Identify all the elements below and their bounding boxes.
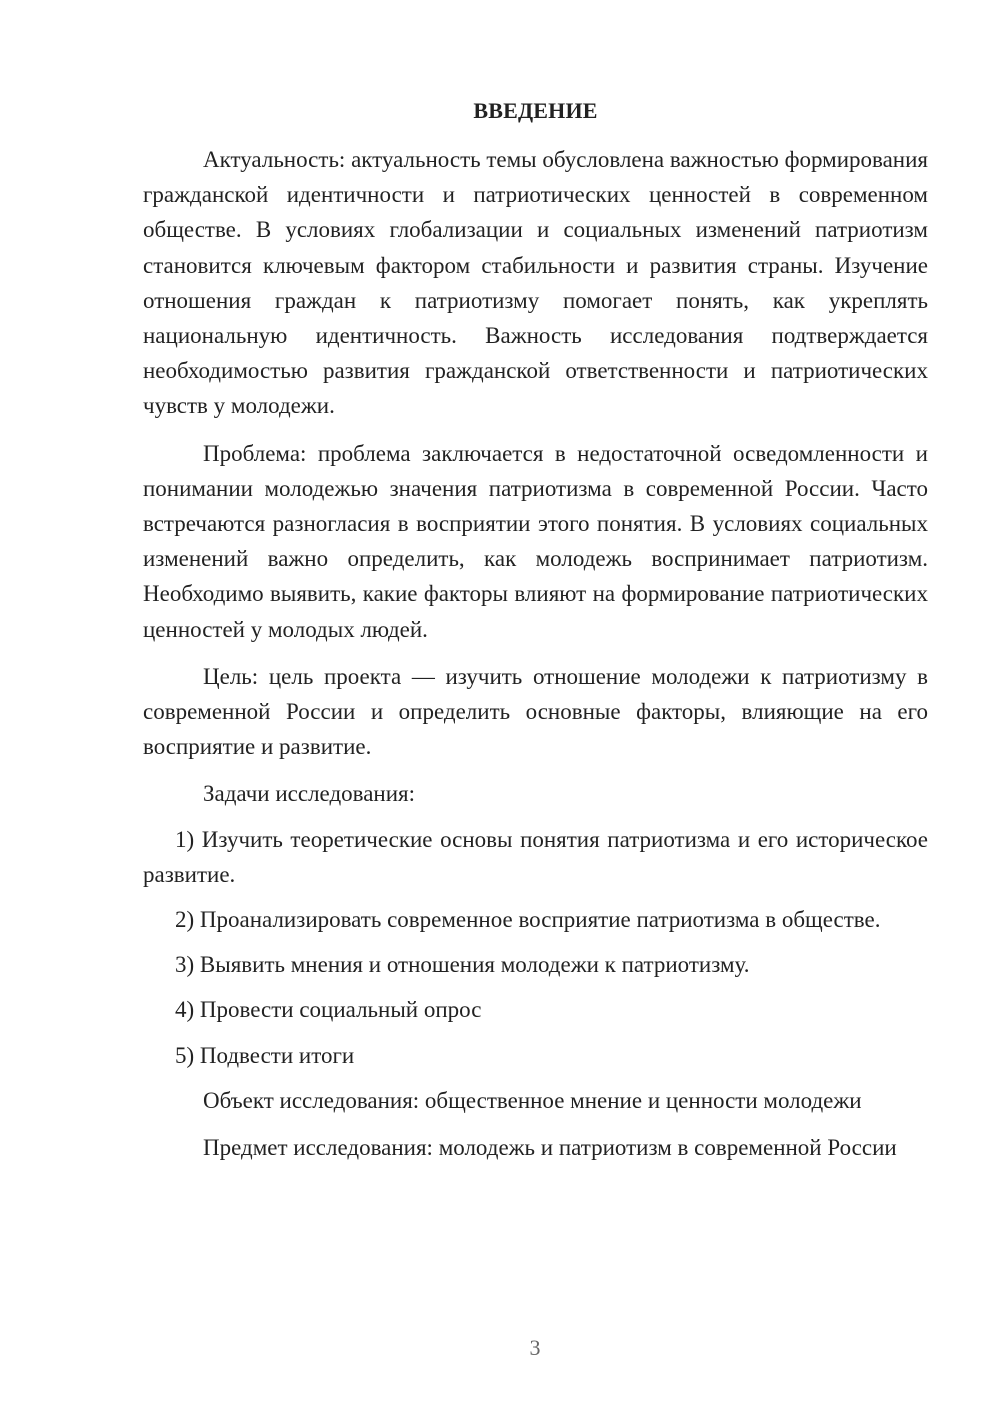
- page-content: [143, 97, 928, 1177]
- research-object-paragraph: Объект исследования: общественное мнение и ценности молодежи: [203, 1087, 862, 1113]
- goal-paragraph: Цель: цель проекта — изучить отношение молодежи к патриотизму в современной России и определить основные факторы, влияющие на его восприятие и развитие.: [143, 663, 928, 760]
- relevance-paragraph: Актуальность: актуальность темы обусловлена важностью формирования гражданской идентичности и патриотических ценностей в современном обществе. В условиях глобализации и социальных изменений патриотизм становится ключевым фактором стабильности и развития страны. Изучение отношения граждан к патриотизму помогает понять, как укреплять национальную идентичность. Важность исследования подтверждается необходимостью развития гражданской ответственности и патриотических чувств у молодежи.: [143, 147, 928, 419]
- section-title: ВВЕДЕНИЕ: [473, 98, 598, 123]
- tasks-list: [143, 822, 928, 1073]
- tasks-heading: Задачи исследования:: [203, 781, 416, 807]
- task-item-3: 3) Выявить мнения и отношения молодежи к патриотизму.: [175, 952, 750, 978]
- task-item-2: 2) Проанализировать современное восприятие патриотизма в обществе.: [175, 907, 881, 933]
- problem-paragraph: Проблема: проблема заключается в недостаточной осведомленности и понимании молодежью значения патриотизма в современной России. Часто встречаются разногласия в восприятии этого понятия. В условиях социальных изменений важно определить, как молодежь воспринимает патриотизм. Необходимо выявить, какие факторы влияют на формирование патриотических ценностей у молодых людей.: [143, 440, 928, 642]
- research-subject-paragraph: Предмет исследования: молодежь и патриотизм в современной России: [203, 1135, 897, 1161]
- task-item-4: 4) Провести социальный опрос: [175, 997, 482, 1023]
- page-number: 3: [529, 1335, 541, 1360]
- task-item-1: 1) Изучить теоретические основы понятия патриотизма и его историческое развитие.: [143, 826, 928, 887]
- task-item-5: 5) Подвести итоги: [175, 1042, 355, 1068]
